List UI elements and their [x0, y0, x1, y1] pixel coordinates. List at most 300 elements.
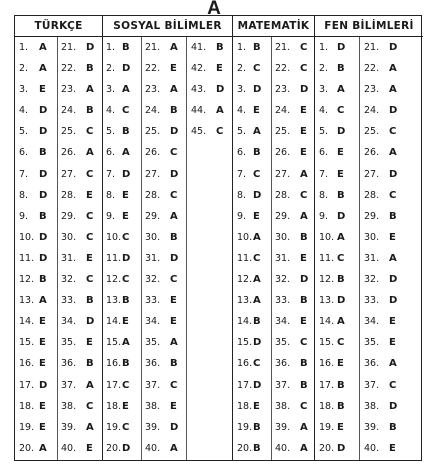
- question-number: 36.: [61, 358, 77, 370]
- answer-letter: B: [86, 358, 94, 370]
- question-number: 13.: [237, 295, 253, 307]
- answer-letter: B: [122, 358, 130, 370]
- answer-row: [103, 206, 232, 227]
- question-number: 6.: [319, 147, 329, 159]
- answer-row: [233, 185, 314, 206]
- question-number: 32.: [145, 274, 161, 286]
- answer-letter: C: [253, 252, 261, 264]
- answer-letter: A: [253, 231, 261, 243]
- question-number: 16.: [106, 358, 122, 370]
- answer-letter: C: [389, 126, 397, 138]
- question-number: 27.: [145, 168, 161, 180]
- question-number: 6.: [237, 147, 247, 159]
- question-number: 4.: [319, 105, 329, 117]
- question-number: 5.: [106, 126, 116, 138]
- question-number: 1.: [319, 42, 329, 53]
- question-number: 23.: [145, 84, 161, 96]
- question-number: 32.: [61, 274, 77, 286]
- answer-row: [15, 290, 102, 311]
- answer-row: [233, 37, 314, 58]
- answer-row: [233, 375, 314, 396]
- question-number: 39.: [275, 421, 291, 433]
- question-number: 13.: [19, 295, 35, 307]
- answer-letter: D: [389, 274, 398, 286]
- answer-letter: D: [170, 126, 179, 138]
- answer-row: [315, 332, 423, 353]
- answer-row: [103, 375, 232, 396]
- question-number: 2.: [106, 63, 116, 75]
- question-number: 43.: [191, 84, 207, 96]
- question-number: 38.: [275, 400, 291, 412]
- question-number: 7.: [319, 168, 329, 180]
- question-number: 11.: [106, 252, 122, 264]
- answer-row: [233, 79, 314, 100]
- answer-letter: B: [337, 189, 345, 201]
- answer-row: [233, 248, 314, 269]
- answer-letter: B: [253, 316, 261, 328]
- answer-letter: A: [170, 337, 178, 349]
- answer-letter: B: [170, 358, 178, 370]
- question-number: 4.: [19, 105, 29, 117]
- answer-letter: D: [253, 337, 262, 349]
- answer-row: [233, 100, 314, 121]
- answer-letter: A: [170, 210, 178, 222]
- question-number: 14.: [19, 316, 35, 328]
- answer-row: [103, 79, 232, 100]
- answer-letter: E: [170, 63, 177, 75]
- answer-letter: A: [86, 379, 94, 391]
- answer-letter: A: [122, 84, 130, 96]
- answer-row: [315, 142, 423, 163]
- answer-letter: D: [337, 295, 346, 307]
- answer-letter: C: [300, 63, 308, 75]
- answer-letter: C: [300, 400, 308, 412]
- answer-letter: C: [86, 231, 94, 243]
- question-number: 30.: [364, 231, 380, 243]
- answer-row: [315, 438, 423, 459]
- question-number: 40.: [61, 442, 77, 454]
- answer-row: [233, 417, 314, 438]
- answer-letter: E: [86, 337, 93, 349]
- question-number: 20.: [106, 442, 122, 454]
- question-number: 20.: [319, 442, 335, 454]
- question-number: 40.: [275, 442, 291, 454]
- answer-letter: E: [300, 316, 307, 328]
- answer-letter: D: [39, 379, 48, 391]
- question-number: 7.: [106, 168, 116, 180]
- answer-letter: A: [39, 442, 47, 454]
- question-number: 13.: [319, 295, 335, 307]
- question-number: 21.: [61, 42, 77, 53]
- question-number: 24.: [275, 105, 291, 117]
- answer-letter: A: [86, 147, 94, 159]
- question-number: 30.: [61, 231, 77, 243]
- answer-row: [315, 375, 423, 396]
- question-number: 27.: [364, 168, 380, 180]
- answer-letter: B: [300, 358, 308, 370]
- answer-letter: D: [389, 168, 398, 180]
- answer-letter: C: [253, 168, 261, 180]
- question-number: 14.: [106, 316, 122, 328]
- answer-letter: E: [300, 147, 307, 159]
- answer-letter: B: [86, 63, 94, 75]
- question-number: 25.: [145, 126, 161, 138]
- answer-row: [233, 142, 314, 163]
- question-number: 18.: [106, 400, 122, 412]
- answer-row: [233, 206, 314, 227]
- question-number: 9.: [319, 210, 329, 222]
- question-number: 29.: [61, 210, 77, 222]
- answer-letter: D: [389, 42, 398, 53]
- answer-row: [15, 353, 102, 374]
- question-number: 22.: [61, 63, 77, 75]
- answer-letter: A: [337, 316, 345, 328]
- question-number: 21.: [145, 42, 161, 53]
- answer-letter: A: [216, 105, 224, 117]
- answer-letter: A: [389, 252, 397, 264]
- question-number: 38.: [145, 400, 161, 412]
- answer-letter: E: [39, 84, 46, 96]
- question-number: 6.: [19, 147, 29, 159]
- answer-letter: A: [122, 147, 130, 159]
- answer-letter: E: [337, 358, 344, 370]
- answer-row: [103, 58, 232, 79]
- answer-row: [103, 248, 232, 269]
- question-number: 33.: [364, 295, 380, 307]
- question-number: 45.: [191, 126, 207, 138]
- answer-letter: E: [216, 63, 223, 75]
- question-number: 3.: [237, 84, 247, 96]
- answer-letter: A: [389, 84, 397, 96]
- answer-letter: D: [122, 442, 131, 454]
- question-number: 21.: [275, 42, 291, 53]
- answer-letter: B: [337, 379, 345, 391]
- answer-letter: C: [253, 358, 261, 370]
- section-header: TÜRKÇE: [15, 16, 102, 37]
- question-number: 4.: [237, 105, 247, 117]
- answer-letter: D: [300, 274, 309, 286]
- answer-row: [15, 311, 102, 332]
- answer-row: [103, 417, 232, 438]
- answer-letter: C: [300, 42, 308, 53]
- question-number: 11.: [319, 252, 335, 264]
- answer-letter: E: [39, 421, 46, 433]
- question-number: 5.: [319, 126, 329, 138]
- answer-letter: D: [39, 252, 48, 264]
- question-number: 34.: [145, 316, 161, 328]
- answer-letter: A: [300, 210, 308, 222]
- answer-letter: E: [337, 168, 344, 180]
- question-number: 10.: [237, 231, 253, 243]
- question-number: 33.: [61, 295, 77, 307]
- answer-letter: D: [86, 42, 95, 53]
- answer-row: [103, 142, 232, 163]
- question-number: 23.: [275, 84, 291, 96]
- question-number: 4.: [106, 105, 116, 117]
- question-number: 5.: [19, 126, 29, 138]
- question-number: 16.: [19, 358, 35, 370]
- question-number: 3.: [106, 84, 116, 96]
- question-number: 37.: [61, 379, 77, 391]
- question-number: 24.: [61, 105, 77, 117]
- answer-row: [103, 332, 232, 353]
- answer-letter: C: [122, 379, 130, 391]
- question-number: 8.: [106, 189, 116, 201]
- answer-letter: A: [86, 421, 94, 433]
- answer-letter: C: [122, 421, 130, 433]
- section-header: SOSYAL BİLİMLER: [103, 16, 232, 37]
- answer-letter: B: [253, 147, 261, 159]
- answer-row: [315, 417, 423, 438]
- answer-letter: D: [39, 168, 48, 180]
- question-number: 16.: [319, 358, 335, 370]
- answer-letter: C: [170, 379, 178, 391]
- answer-letter: C: [170, 274, 178, 286]
- answer-row: [103, 311, 232, 332]
- question-number: 22.: [275, 63, 291, 75]
- question-number: 28.: [61, 189, 77, 201]
- answer-letter: B: [300, 295, 308, 307]
- answer-letter: A: [170, 442, 178, 454]
- answer-letter: D: [389, 400, 398, 412]
- question-number: 20.: [19, 442, 35, 454]
- question-number: 31.: [61, 252, 77, 264]
- question-number: 31.: [364, 252, 380, 264]
- answer-letter: C: [389, 379, 397, 391]
- answer-letter: E: [122, 189, 129, 201]
- question-number: 8.: [19, 189, 29, 201]
- answer-letter: C: [216, 126, 224, 138]
- question-number: 29.: [275, 210, 291, 222]
- answer-letter: B: [337, 400, 345, 412]
- question-number: 26.: [61, 147, 77, 159]
- answer-row: [15, 269, 102, 290]
- question-number: 32.: [275, 274, 291, 286]
- answer-letter: C: [389, 189, 397, 201]
- answer-letter: A: [253, 274, 261, 286]
- answer-letter: B: [39, 210, 47, 222]
- answer-letter: C: [253, 63, 261, 75]
- answer-letter: C: [170, 189, 178, 201]
- question-number: 31.: [145, 252, 161, 264]
- question-number: 8.: [237, 189, 247, 201]
- answer-letter: C: [300, 189, 308, 201]
- answer-letter: E: [300, 252, 307, 264]
- answer-row: [15, 438, 102, 459]
- question-number: 25.: [61, 126, 77, 138]
- answer-letter: D: [253, 189, 262, 201]
- answer-row: [15, 417, 102, 438]
- section-header: FEN BİLİMLERİ: [315, 16, 423, 37]
- answer-letter: B: [216, 42, 224, 53]
- question-number: 24.: [364, 105, 380, 117]
- answer-letter: E: [122, 400, 129, 412]
- question-number: 19.: [237, 421, 253, 433]
- answer-letter: C: [300, 337, 308, 349]
- answer-letter: E: [300, 126, 307, 138]
- question-number: 2.: [319, 63, 329, 75]
- section-matematik: [233, 16, 315, 460]
- answer-letter: E: [389, 231, 396, 243]
- answer-row: [233, 227, 314, 248]
- answer-row: [315, 185, 423, 206]
- question-number: 41.: [191, 42, 207, 53]
- answer-letter: B: [122, 42, 130, 53]
- answer-letter: D: [39, 189, 48, 201]
- answer-letter: B: [86, 295, 94, 307]
- answer-letter: B: [253, 42, 261, 53]
- answer-letter: E: [389, 316, 396, 328]
- answer-row: [233, 58, 314, 79]
- question-number: 30.: [275, 231, 291, 243]
- answer-row: [15, 164, 102, 185]
- answer-letter: A: [122, 337, 130, 349]
- question-number: 26.: [275, 147, 291, 159]
- answer-row: [15, 37, 102, 58]
- answer-letter: E: [39, 400, 46, 412]
- answer-row: [315, 58, 423, 79]
- question-number: 17.: [19, 379, 35, 391]
- question-number: 10.: [19, 231, 35, 243]
- answer-row: [315, 269, 423, 290]
- answer-letter: B: [337, 63, 345, 75]
- question-number: 33.: [275, 295, 291, 307]
- answer-letter: A: [389, 358, 397, 370]
- question-number: 26.: [364, 147, 380, 159]
- answer-letter: A: [39, 42, 47, 53]
- answer-letter: E: [300, 105, 307, 117]
- question-number: 35.: [275, 337, 291, 349]
- question-number: 27.: [61, 168, 77, 180]
- answer-letter: B: [300, 379, 308, 391]
- answer-letter: E: [389, 337, 396, 349]
- answer-row: [315, 121, 423, 142]
- answer-letter: C: [86, 126, 94, 138]
- answer-letter: E: [337, 147, 344, 159]
- question-number: 33.: [145, 295, 161, 307]
- question-number: 11.: [19, 252, 35, 264]
- question-number: 39.: [145, 421, 161, 433]
- question-number: 7.: [237, 168, 247, 180]
- answer-row: [15, 206, 102, 227]
- question-number: 17.: [237, 379, 253, 391]
- answer-letter: E: [337, 421, 344, 433]
- answer-letter: A: [337, 231, 345, 243]
- answer-letter: A: [170, 84, 178, 96]
- question-number: 26.: [145, 147, 161, 159]
- question-number: 37.: [364, 379, 380, 391]
- question-number: 29.: [364, 210, 380, 222]
- question-number: 1.: [106, 42, 116, 53]
- question-number: 37.: [145, 379, 161, 391]
- question-number: 3.: [19, 84, 29, 96]
- question-number: 37.: [275, 379, 291, 391]
- question-number: 14.: [319, 316, 335, 328]
- answer-letter: B: [170, 231, 178, 243]
- answer-letter: C: [86, 400, 94, 412]
- answer-letter: E: [253, 400, 260, 412]
- question-number: 11.: [237, 252, 253, 264]
- answer-letter: A: [389, 63, 397, 75]
- answer-row: [103, 227, 232, 248]
- answer-letter: B: [253, 421, 261, 433]
- answer-letter: B: [39, 147, 47, 159]
- question-number: 18.: [319, 400, 335, 412]
- question-number: 13.: [106, 295, 122, 307]
- question-number: 10.: [319, 231, 335, 243]
- answer-row: [15, 58, 102, 79]
- answer-letter: D: [86, 316, 95, 328]
- answer-row: [315, 79, 423, 100]
- answer-row: [103, 290, 232, 311]
- answer-letter: B: [122, 126, 130, 138]
- question-number: 35.: [364, 337, 380, 349]
- answer-letter: E: [39, 316, 46, 328]
- question-number: 34.: [364, 316, 380, 328]
- question-number: 24.: [145, 105, 161, 117]
- answer-letter: A: [389, 147, 397, 159]
- question-number: 15.: [19, 337, 35, 349]
- answer-letter: C: [122, 274, 130, 286]
- answer-row: [103, 164, 232, 185]
- answer-letter: D: [337, 442, 346, 454]
- question-number: 2.: [237, 63, 247, 75]
- question-number: 1.: [237, 42, 247, 53]
- answer-row: [15, 121, 102, 142]
- question-number: 31.: [275, 252, 291, 264]
- answer-row: [233, 332, 314, 353]
- answer-row: [103, 37, 232, 58]
- question-number: 34.: [275, 316, 291, 328]
- answer-row: [315, 164, 423, 185]
- answer-letter: A: [300, 168, 308, 180]
- answer-letter: A: [39, 295, 47, 307]
- question-number: 15.: [319, 337, 335, 349]
- question-number: 3.: [319, 84, 329, 96]
- answer-letter: E: [253, 210, 260, 222]
- answer-letter: B: [86, 105, 94, 117]
- answer-letter: D: [122, 63, 131, 75]
- answer-row: [315, 396, 423, 417]
- question-number: 17.: [319, 379, 335, 391]
- answer-row: [15, 185, 102, 206]
- question-number: 27.: [275, 168, 291, 180]
- answer-letter: D: [337, 126, 346, 138]
- answer-row: [103, 438, 232, 459]
- answer-key-table: [14, 15, 422, 461]
- answer-letter: D: [216, 84, 225, 96]
- question-number: 19.: [19, 421, 35, 433]
- answer-row: [233, 438, 314, 459]
- question-number: 6.: [106, 147, 116, 159]
- question-number: 14.: [237, 316, 253, 328]
- question-number: 23.: [364, 84, 380, 96]
- question-number: 10.: [106, 231, 122, 243]
- answer-letter: A: [253, 126, 261, 138]
- answer-letter: E: [122, 210, 129, 222]
- answer-letter: D: [337, 42, 346, 53]
- question-number: 22.: [145, 63, 161, 75]
- answer-letter: D: [39, 231, 48, 243]
- answer-letter: E: [170, 400, 177, 412]
- answer-row: [15, 332, 102, 353]
- question-number: 35.: [145, 337, 161, 349]
- question-number: 12.: [319, 274, 335, 286]
- question-number: 38.: [364, 400, 380, 412]
- answer-letter: D: [122, 252, 131, 264]
- answer-row: [233, 353, 314, 374]
- question-number: 21.: [364, 42, 380, 53]
